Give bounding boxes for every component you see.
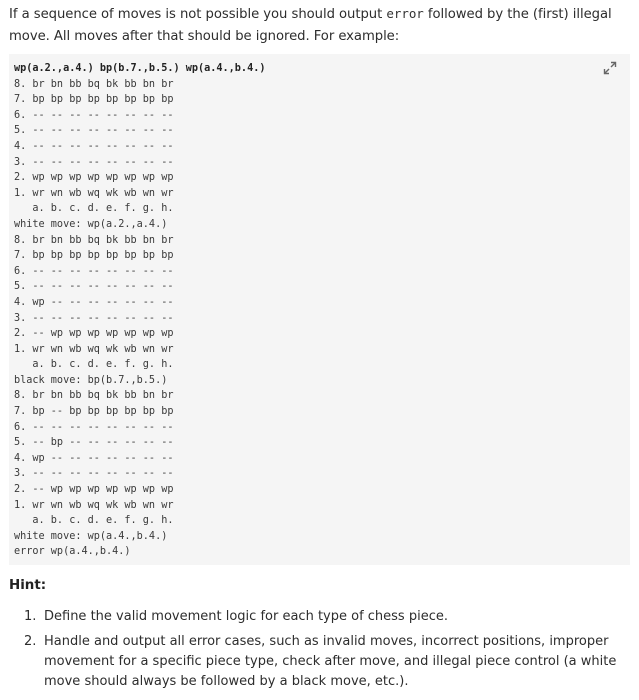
code-block bbox=[9, 54, 630, 565]
code-body: 8. br bn bb bq bk bb bn br 7. bp bp bp bp bp bp bp bp 6. -- -- -- -- -- -- -- -- 5. -- -- -- -- -- -- -- -- 4. -- -- -- -- -- -- -- -- 3. -- -- -- -- -- -- -- -- 2. wp wp wp wp wp wp wp wp 1. wr wn wb wq wk wb wn wr a. b. c. d. e. f. g. h. white move: wp(a.2.,a.4.) 8. br bn bb bq bk bb bn br 7. bp bp bp bp bp bp bp bp 6. -- -- -- -- -- -- -- -- 5. -- -- -- -- -- -- -- -- 4. wp -- -- -- -- -- -- -- 3. -- -- -- -- -- -- -- -- 2. -- wp wp wp wp wp wp wp 1. wr wn wb wq wk wb wn wr a. b. c. d. e. f. g. h. black move: bp(b.7.,b.5.) 8. br bn bb bq bk bb bn br 7. bp -- bp bp bp bp bp bp 6. -- -- -- -- -- -- -- -- 5. -- bp -- -- -- -- -- -- 4. wp -- -- -- -- -- -- -- 3. -- -- -- -- -- -- -- -- 2. -- wp wp wp wp wp wp wp 1. wr wn wb wq wk wb wn wr a. b. c. d. e. f. g. h. white move: wp(a.4.,b.4.) error wp(a.4.,b.4.) bbox=[14, 78, 174, 558]
expand-icon[interactable] bbox=[602, 60, 618, 76]
hint-list bbox=[24, 607, 624, 697]
hint-item bbox=[24, 607, 624, 627]
hint-item bbox=[24, 632, 624, 692]
hint-item-text: Define the valid movement logic for each type of chess piece. bbox=[44, 609, 448, 624]
code-first-line: wp(a.2.,a.4.) bp(b.7.,b.5.) wp(a.4.,b.4.) bbox=[14, 63, 266, 74]
hint-item-text: Handle and output all error cases, such as invalid moves, incorrect positions, improper movement for a specific piece type, check after move, and illegal piece control (a white move should always be followed by a black move, etc.). bbox=[44, 634, 617, 689]
hint-item-number: 1. bbox=[24, 609, 37, 624]
intro-text-after: followed by the (first) illegal move. All moves after that should be ignored. For example: bbox=[9, 7, 612, 44]
intro-text-before: If a sequence of moves is not possible you should output bbox=[9, 7, 387, 22]
code-content bbox=[14, 61, 265, 560]
inline-code-error: error bbox=[386, 6, 424, 21]
hint-heading: Hint: bbox=[9, 578, 47, 593]
intro-paragraph bbox=[9, 3, 634, 48]
hint-item-number: 2. bbox=[24, 634, 37, 649]
